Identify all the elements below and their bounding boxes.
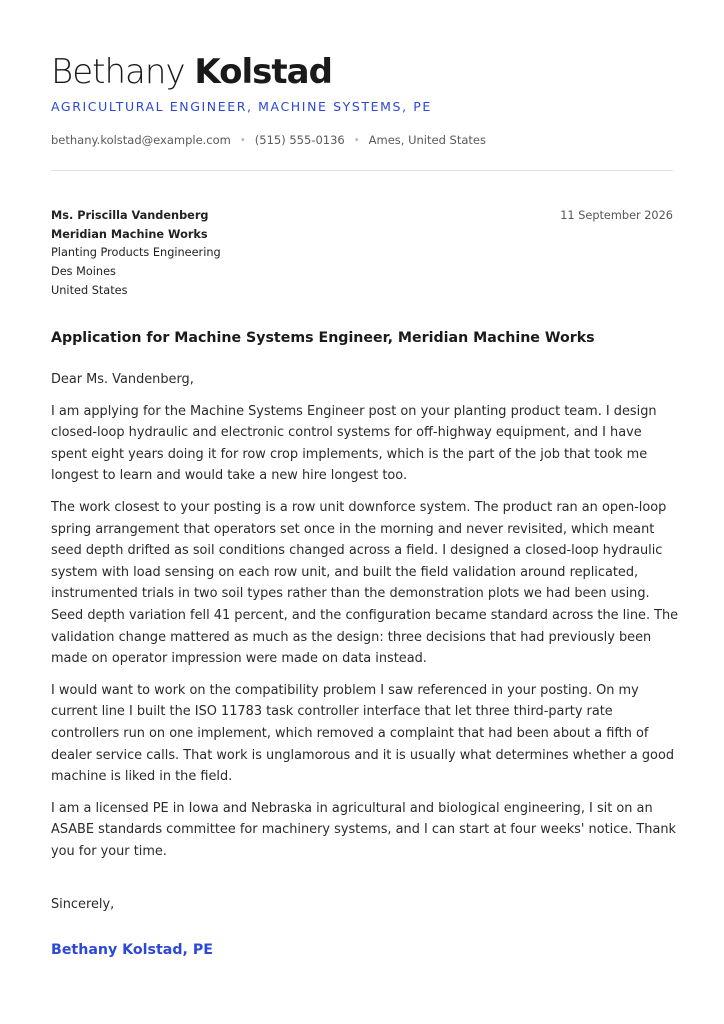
recipient-name: Ms. Priscilla Vandenberg bbox=[51, 209, 209, 222]
separator-dot: • bbox=[239, 134, 246, 146]
job-title: AGRICULTURAL ENGINEER, MACHINE SYSTEMS, PE bbox=[51, 99, 432, 114]
last-name: Kolstad bbox=[194, 52, 332, 92]
recipient-city: Des Moines bbox=[51, 265, 116, 279]
email-text: bethany.kolstad@example.com bbox=[51, 133, 231, 147]
letter-body bbox=[51, 369, 679, 872]
recipient-block bbox=[51, 207, 221, 301]
contact-line bbox=[51, 133, 486, 147]
body-paragraph: I am applying for the Machine Systems Engineer post on your planting product team. I design closed-loop hydraulic and electronic control systems for off-highway equipment, and I have spent eight years doing it for row crop implements, which is the part of the job that took me longest to learn and would take a new hire longest too. bbox=[51, 403, 657, 484]
recipient-department: Planting Products Engineering bbox=[51, 246, 221, 260]
applicant-name bbox=[51, 50, 332, 94]
separator-dot: • bbox=[353, 134, 360, 146]
first-name: Bethany bbox=[51, 52, 185, 92]
body-paragraph: The work closest to your posting is a row unit downforce system. The product ran an open-loop spring arrangement that operators set once in the morning and never revisited, which meant seed depth drifted as soil conditions changed across a field. I designed a closed-loop hydraulic system with load sensing on each row unit, and built the field validation around replicated, instrumented trials in two soil types rather than the demonstration plots we had been using. Seed depth variation fell 41 percent, and the configuration became standard across the line. The validation change mattered as much as the design: three decisions that had previously been made on operator impression were made on data instead. bbox=[51, 499, 679, 667]
recipient-country: United States bbox=[51, 283, 128, 297]
closing: Sincerely, bbox=[51, 897, 115, 912]
phone-text: (515) 555-0136 bbox=[254, 133, 345, 147]
body-paragraph: I would want to work on the compatibility problem I saw referenced in your posting. On my current line I built the ISO 11783 task controller interface that let three third-party rate controllers run on one implement, which removed a complaint that had been about a fifth of dealer service calls. That work is unglamorous and it is usually what determines whether a good machine is liked in the field. bbox=[51, 682, 675, 785]
recipient-company: Meridian Machine Works bbox=[51, 227, 208, 241]
signature: Bethany Kolstad, PE bbox=[51, 942, 213, 958]
body-paragraph: I am a licensed PE in Iowa and Nebraska in agricultural and biological engineering, I sit on an ASABE standards committee for machinery systems, and I can start at four weeks' notice. Thank you for your time. bbox=[51, 800, 677, 859]
location-text: Ames, United States bbox=[368, 133, 486, 147]
letter-subject: Application for Machine Systems Engineer, Meridian Machine Works bbox=[51, 330, 595, 346]
salutation: Dear Ms. Vandenberg, bbox=[51, 372, 194, 387]
letter-date: 11 September 2026 bbox=[560, 209, 673, 222]
header-divider bbox=[51, 170, 673, 171]
